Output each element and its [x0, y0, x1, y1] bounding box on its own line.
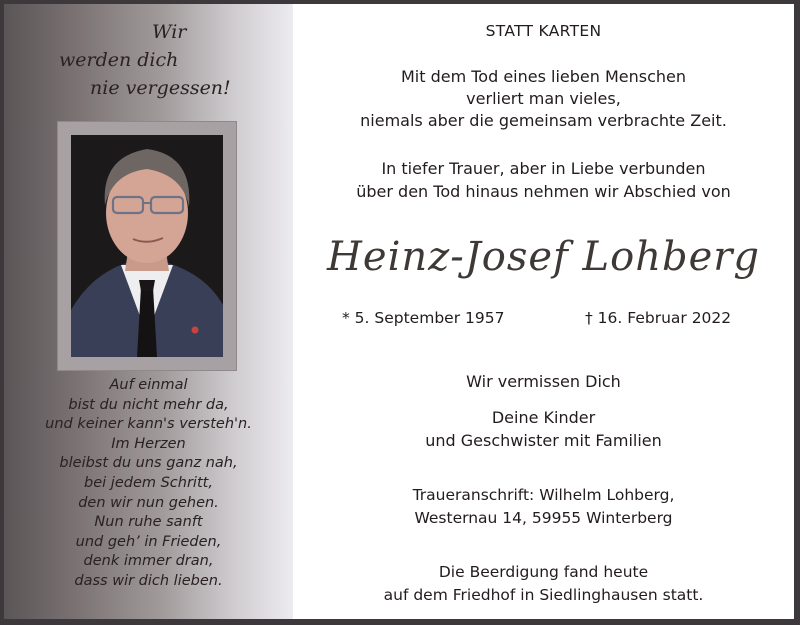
- portrait-photo: [71, 135, 223, 357]
- memorial-quote: [293, 66, 794, 132]
- family-signature: [293, 406, 794, 452]
- burial-line: auf dem Friedhof in Siedlinghausen statt.: [383, 586, 704, 604]
- main-content: [293, 4, 794, 619]
- family-line: und Geschwister mit Familien: [425, 431, 662, 450]
- motto-line: werden dich: [59, 49, 179, 71]
- poem-line: Im Herzen: [111, 435, 186, 452]
- burial-notice: [293, 561, 794, 607]
- left-panel: [4, 4, 293, 619]
- poem-line: Auf einmal: [109, 377, 188, 393]
- photo-frame: [57, 121, 237, 371]
- mourning-text: [293, 157, 794, 203]
- poem-line: Nun ruhe sanft: [94, 514, 203, 531]
- motto-line: nie vergessen!: [90, 77, 231, 99]
- motto-line: Wir: [152, 21, 187, 43]
- mourning-line: über den Tod hinaus nehmen wir Abschied von: [356, 182, 731, 201]
- poem: [4, 376, 293, 592]
- deceased-name: Heinz-Josef Lohberg: [327, 234, 760, 280]
- obituary-notice: [4, 4, 794, 619]
- header-statt-karten: STATT KARTEN: [485, 22, 602, 40]
- miss-line: Wir vermissen Dich: [466, 372, 621, 391]
- poem-line: dass wir dich lieben.: [74, 572, 223, 589]
- poem-line: und keiner kann's versteh'n.: [45, 416, 252, 433]
- poem-line: bei jedem Schritt,: [84, 474, 213, 491]
- family-line: Deine Kinder: [491, 408, 596, 427]
- quote-line: verliert man vieles,: [466, 89, 621, 108]
- poem-line: denk immer dran,: [83, 553, 214, 570]
- quote-line: niemals aber die gemeinsam verbrachte Zeit.: [360, 111, 727, 130]
- birth-date: * 5. September 1957: [342, 309, 505, 327]
- poem-line: bleibst du uns ganz nah,: [59, 455, 238, 472]
- burial-line: Die Beerdigung fand heute: [438, 563, 649, 581]
- mourning-line: In tiefer Trauer, aber in Liebe verbunden: [381, 159, 706, 178]
- poem-line: den wir nun gehen.: [78, 494, 219, 511]
- address-line: Westernau 14, 59955 Winterberg: [414, 509, 673, 527]
- quote-line: Mit dem Tod eines lieben Menschen: [400, 67, 687, 86]
- death-date: † 16. Februar 2022: [585, 309, 732, 327]
- portrait-illustration: [71, 135, 223, 357]
- poem-line: bist du nicht mehr da,: [68, 396, 229, 413]
- mourning-address: [293, 484, 794, 530]
- poem-line: und geh’ in Frieden,: [75, 533, 222, 550]
- address-line: Traueranschrift: Wilhelm Lohberg,: [412, 486, 675, 504]
